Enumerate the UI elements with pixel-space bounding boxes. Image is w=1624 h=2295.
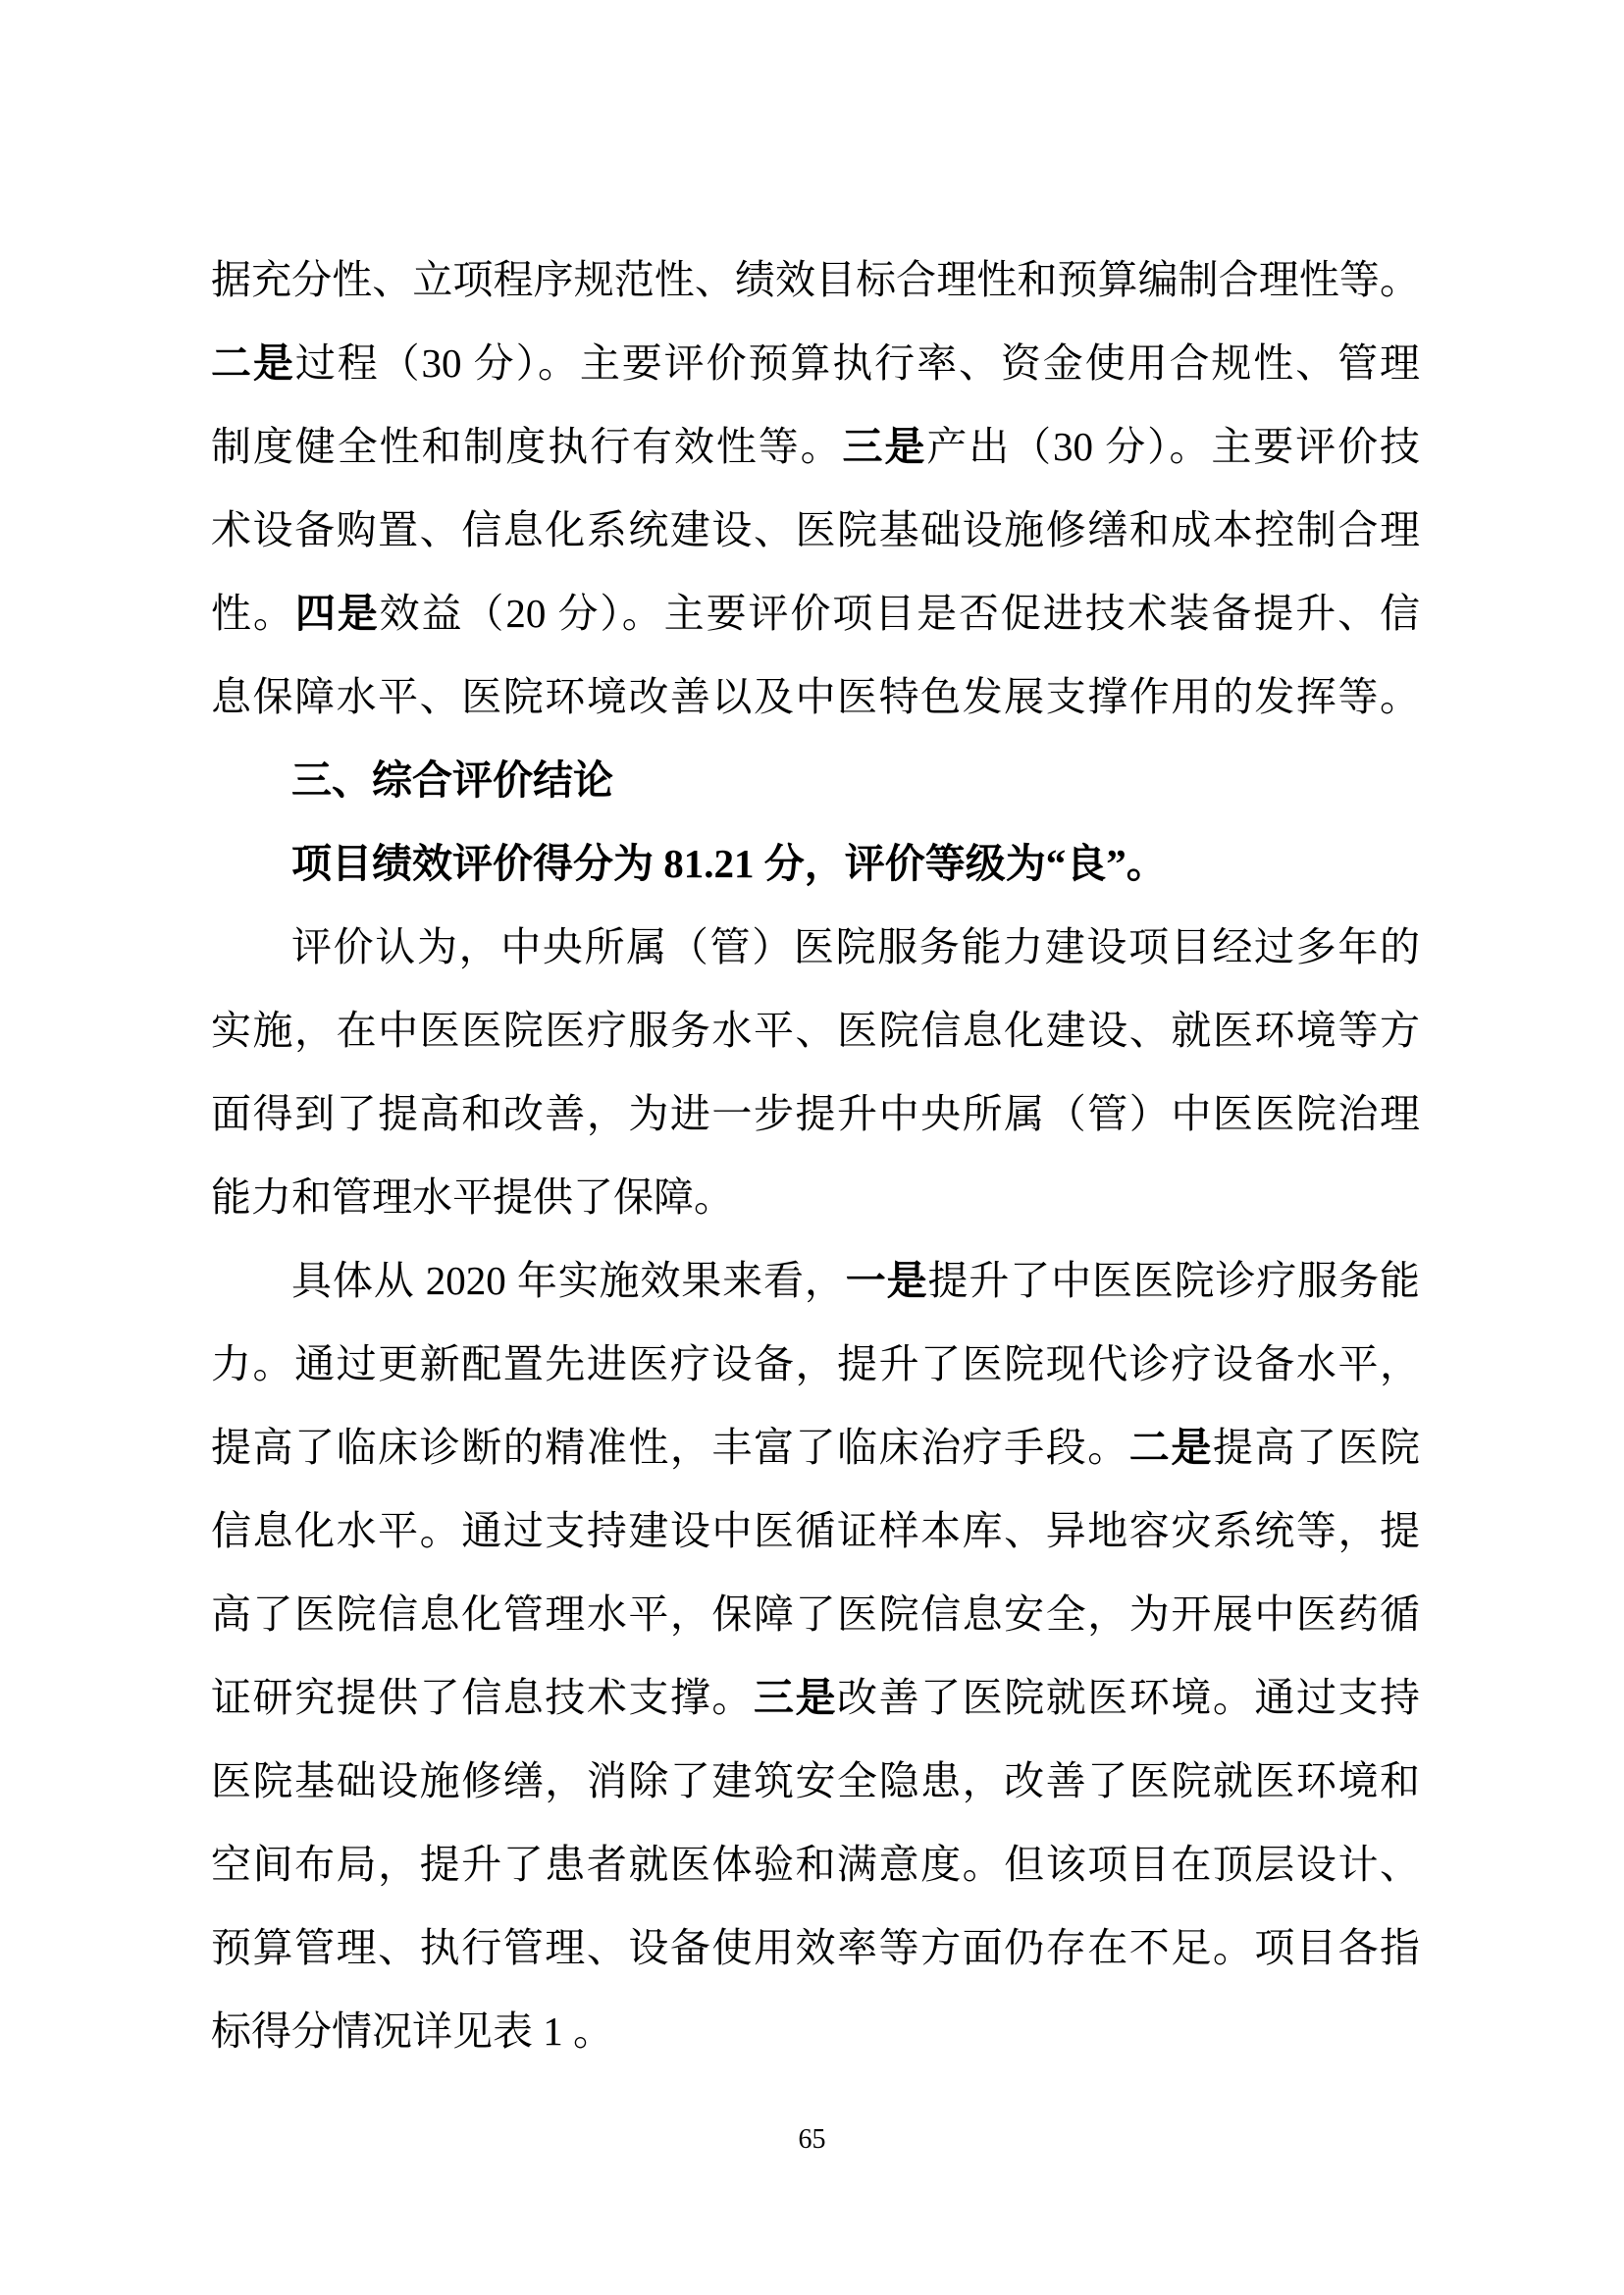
text-line <box>211 1156 1420 1239</box>
text-segment: 息保障水平、医院环境改善以及中医特色发展支撑作用的发挥等。 <box>211 674 1420 719</box>
text-segment: 改善了医院就医环境。通过支持 <box>837 1675 1421 1720</box>
bold-text-segment: 一是 <box>845 1258 928 1303</box>
text-line <box>211 822 1420 906</box>
text-segment: 证研究提供了信息技术支撑。 <box>211 1675 754 1720</box>
text-line <box>211 1656 1420 1740</box>
bold-text-segment: 二是 <box>1128 1425 1213 1470</box>
text-segment: 具体从 2020 年实施效果来看， <box>291 1258 846 1303</box>
text-block <box>211 238 1420 2073</box>
text-line <box>211 489 1420 572</box>
bold-text-segment: 四是 <box>294 591 380 636</box>
bold-text-segment: 三、综合评价结论 <box>291 757 613 803</box>
text-line <box>211 655 1420 739</box>
text-segment: 过程（30 分）。主要评价预算执行率、资金使用合规性、管理 <box>294 340 1421 386</box>
text-line <box>211 1323 1420 1406</box>
text-segment: 产出（30 分）。主要评价技 <box>926 424 1421 469</box>
text-line <box>211 989 1420 1072</box>
bold-text-segment: 三是 <box>753 1675 838 1720</box>
text-line <box>211 1990 1420 2073</box>
text-segment: 力。通过更新配置先进医疗设备，提升了医院现代诊疗设备水平， <box>211 1341 1420 1386</box>
text-segment: 提升了中医医院诊疗服务能 <box>927 1258 1421 1303</box>
text-segment: 医院基础设施修缮，消除了建筑安全隐患，改善了医院就医环境和 <box>211 1758 1420 1803</box>
text-line <box>211 572 1420 655</box>
text-segment: 性。 <box>211 591 295 636</box>
text-segment: 据充分性、立项程序规范性、绩效目标合理性和预算编制合理性等。 <box>211 257 1420 302</box>
bold-text-segment: 三是 <box>842 424 927 469</box>
text-segment: 信息化水平。通过支持建设中医循证样本库、异地容灾系统等，提 <box>211 1508 1420 1553</box>
text-segment: 能力和管理水平提供了保障。 <box>211 1174 734 1220</box>
text-line <box>211 1406 1420 1489</box>
text-line <box>211 1489 1420 1573</box>
text-line <box>211 1573 1420 1656</box>
text-line <box>211 238 1420 322</box>
text-line <box>211 739 1420 822</box>
text-segment: 制度健全性和制度执行有效性等。 <box>211 424 843 469</box>
text-line <box>211 906 1420 989</box>
text-line <box>211 405 1420 489</box>
text-segment: 评价认为，中央所属（管）医院服务能力建设项目经过多年的 <box>291 924 1420 969</box>
text-segment: 空间布局，提升了患者就医体验和满意度。但该项目在顶层设计、 <box>211 1842 1420 1887</box>
text-segment: 实施，在中医医院医疗服务水平、医院信息化建设、就医环境等方 <box>211 1008 1420 1053</box>
text-segment: 术设备购置、信息化系统建设、医院基础设施修缮和成本控制合理 <box>211 507 1420 552</box>
text-segment: 效益（20 分）。主要评价项目是否促进技术装备提升、信 <box>379 591 1421 636</box>
bold-text-segment: 二是 <box>211 340 295 386</box>
text-line <box>211 1239 1420 1323</box>
text-line <box>211 1906 1420 1990</box>
text-line <box>211 1823 1420 1906</box>
text-line <box>211 322 1420 405</box>
text-line <box>211 1072 1420 1156</box>
text-segment: 提高了医院 <box>1212 1425 1421 1470</box>
text-segment: 高了医院信息化管理水平，保障了医院信息安全，为开展中医药循 <box>211 1591 1420 1637</box>
text-segment: 面得到了提高和改善，为进一步提升中央所属（管）中医医院治理 <box>211 1091 1420 1136</box>
text-segment: 预算管理、执行管理、设备使用效率等方面仍存在不足。项目各指 <box>211 1925 1420 1970</box>
page-number: 65 <box>798 2124 826 2155</box>
text-segment: 标得分情况详见表 1 。 <box>211 2008 613 2054</box>
text-segment: 提高了临床诊断的精准性，丰富了临床治疗手段。 <box>211 1425 1129 1470</box>
text-line <box>211 1740 1420 1823</box>
bold-text-segment: 项目绩效评价得分为 81.21 分，评价等级为“良”。 <box>291 841 1167 886</box>
